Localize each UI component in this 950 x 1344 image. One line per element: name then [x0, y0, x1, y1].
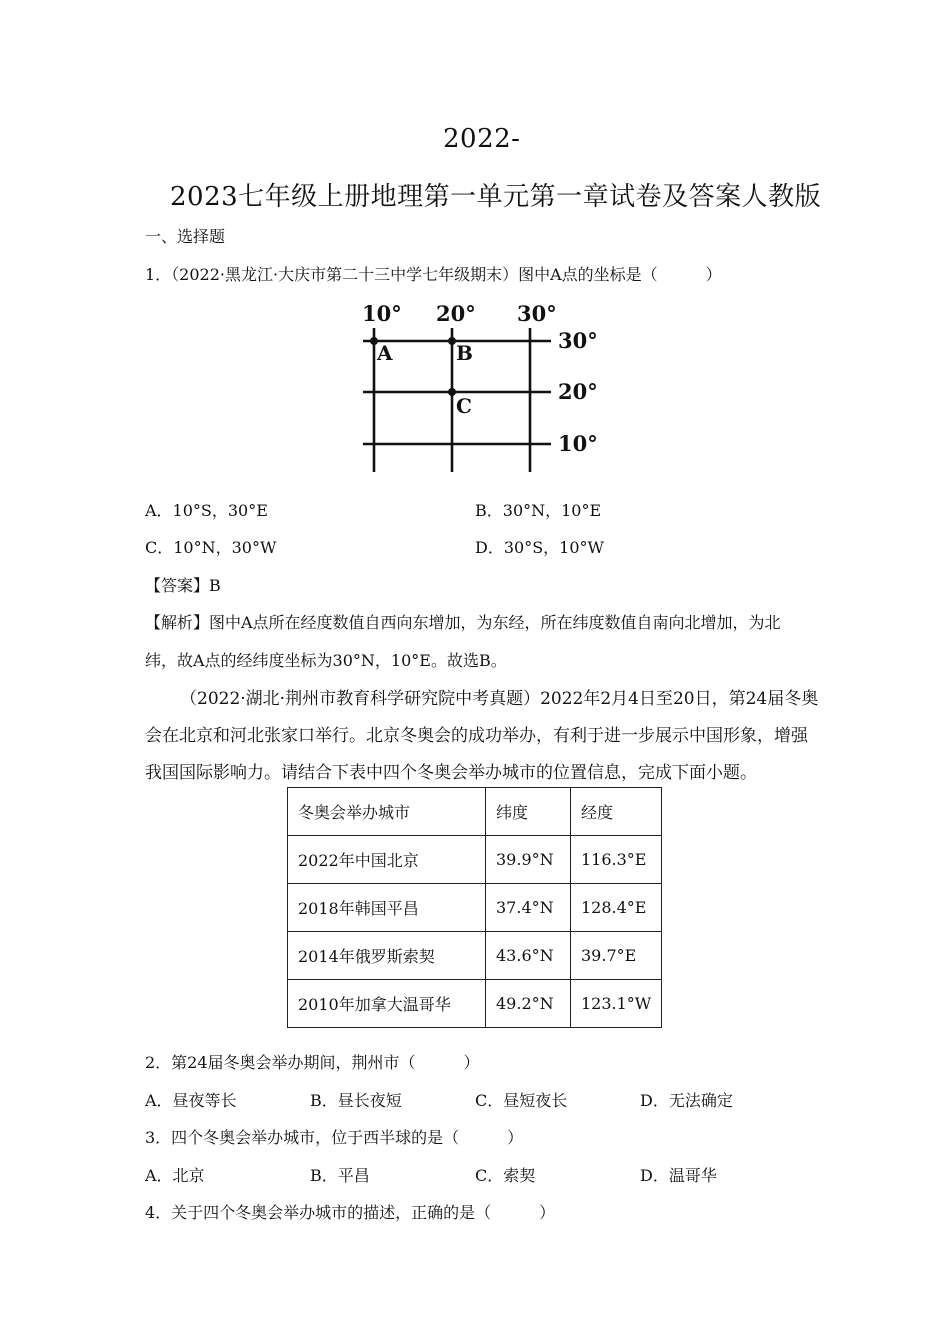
- table-header-city: 冬奥会举办城市: [288, 788, 486, 836]
- passage-line1: （2022·湖北·荆州市教育科学研究院中考真题）2022年2月4日至20日，第24届冬奥: [180, 689, 819, 709]
- point-b-dot: [448, 337, 456, 345]
- point-c-dot: [448, 388, 456, 396]
- table-cell-latitude: 39.9°N: [486, 836, 571, 884]
- table-cell-longitude: 128.4°E: [571, 884, 662, 932]
- lat-label-20: 20°: [558, 379, 598, 404]
- point-c-label: C: [456, 394, 472, 418]
- doc-title-line2: 2023七年级上册地理第一单元第一章试卷及答案人教版: [170, 182, 822, 212]
- section-heading: 一、选择题: [145, 227, 226, 246]
- q1-option-a: A．10°S，30°E: [145, 501, 268, 520]
- table-cell-city: 2014年俄罗斯索契: [288, 932, 486, 980]
- q1-option-c: C．10°N，30°W: [145, 538, 277, 557]
- table-cell-longitude: 116.3°E: [571, 836, 662, 884]
- table-header-row: [288, 788, 662, 836]
- table-cell-city: 2010年加拿大温哥华: [288, 980, 486, 1028]
- table-cell-latitude: 43.6°N: [486, 932, 571, 980]
- lat-label-30: 30°: [558, 328, 598, 353]
- table-row: [288, 836, 662, 884]
- q2-option-b: B．昼长夜短: [310, 1091, 402, 1110]
- lon-label-30: 30°: [517, 301, 557, 326]
- q3-option-c: C．索契: [475, 1166, 536, 1185]
- point-b-label: B: [456, 341, 473, 365]
- q1-analysis-line2: 纬，故A点的经纬度坐标为30°N，10°E。故选B。: [145, 651, 507, 670]
- q2-option-d: D．无法确定: [640, 1091, 733, 1110]
- passage-line2: 会在北京和河北张家口举行。北京冬奥会的成功举办，有利于进一步展示中国形象，增强: [145, 726, 808, 746]
- table-header-longitude: 经度: [571, 788, 662, 836]
- q3-option-b: B．平昌: [310, 1166, 370, 1185]
- table-cell-latitude: 37.4°N: [486, 884, 571, 932]
- point-a-label: A: [377, 341, 393, 365]
- q3-option-d: D．温哥华: [640, 1166, 717, 1185]
- table-cell-longitude: 123.1°W: [571, 980, 662, 1028]
- q1-answer: 【答案】B: [145, 576, 221, 595]
- q2-option-c: C．昼短夜长: [475, 1091, 568, 1110]
- q3-option-a: A．北京: [145, 1166, 205, 1185]
- q1-option-b: B．30°N，10°E: [475, 501, 602, 520]
- olympic-cities-table: [287, 787, 662, 1028]
- q3-stem: 3．四个冬奥会举办城市，位于西半球的是（ ）: [145, 1128, 524, 1147]
- lon-label-20: 20°: [436, 301, 476, 326]
- table-cell-longitude: 39.7°E: [571, 932, 662, 980]
- q2-stem: 2．第24届冬奥会举办期间，荆州市（ ）: [145, 1053, 480, 1072]
- lat-label-10: 10°: [558, 431, 598, 456]
- table-cell-city: 2022年中国北京: [288, 836, 486, 884]
- table-header-latitude: 纬度: [486, 788, 571, 836]
- table-cell-city: 2018年韩国平昌: [288, 884, 486, 932]
- table-row: [288, 980, 662, 1028]
- table-row: [288, 932, 662, 980]
- lat-lon-grid-figure: [355, 298, 615, 478]
- lon-label-10: 10°: [362, 301, 402, 326]
- q4-stem: 4．关于四个冬奥会举办城市的描述，正确的是（ ）: [145, 1203, 556, 1222]
- passage-line3: 我国国际影响力。请结合下表中四个冬奥会举办城市的位置信息，完成下面小题。: [145, 763, 757, 783]
- q2-option-a: A．昼夜等长: [145, 1091, 237, 1110]
- q1-stem: 1．（2022·黑龙江·大庆市第二十三中学七年级期末）图中A点的坐标是（ ）: [145, 265, 722, 284]
- table-cell-latitude: 49.2°N: [486, 980, 571, 1028]
- q1-option-d: D．30°S，10°W: [475, 538, 604, 557]
- q1-analysis-line1: 【解析】图中A点所在经度数值自西向东增加，为东经，所在纬度数值自南向北增加，为北: [145, 613, 781, 632]
- doc-title-line1: 2022-: [443, 124, 521, 154]
- table-row: [288, 884, 662, 932]
